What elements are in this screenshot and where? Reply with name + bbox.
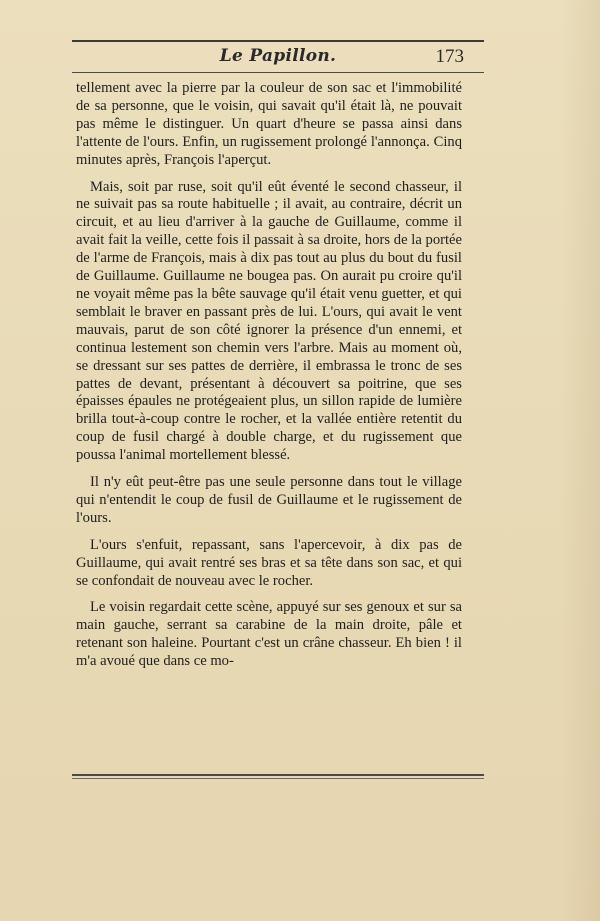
paragraph-5: Le voisin regardait cette scène, appuyé sur ses genoux et sur sa main gauche, serrant sa carabine de la main droite, pâle et retenant son haleine. Pourtant c'est un crâne chasseur. Eh bien ! il m'a avoué que dans ce mo- [76, 599, 462, 670]
paragraph-3: Il n'y eût peut-être pas une seule personne dans tout le village qui n'entendit le coup de fusil de Guillaume et le rugissement de l'ours. [76, 474, 462, 526]
running-title: Le Papillon. [219, 46, 337, 66]
paragraph-2: Mais, soit par ruse, soit qu'il eût éventé le second chasseur, il ne suivait pas sa route habituelle ; il avait, au contraire, décrit un circuit, et au lieu d'arriver à la gauche de Guillaume, comme il avait fait la veille, cette fois il passait à sa droite, hors de la portée de l'arme de François, mais à dix pas tout au plus du bout du fusil de Guillaume. Guillaume ne bougea pas. On aurait pu croire qu'il ne voyait même pas la bête sauvage qu'il était venu guetter, et qui semblait le braver en passant près de lui. L'ours, qui avait le vent mauvais, parut de son côté ignorer la présence d'un ennemi, et continua lestement son chemin vers l'arbre. Mais au moment où, se dressant sur ses pattes de derrière, il embrassa le tronc de ses pattes de devant, présentant à découvert sa poitrine, que ses épaisses épaules ne protégeaient plus, un sillon rapide de lumière brilla tout-à-coup contre le rocher, et la vallée entière retentit du coup de fusil chargé à double charge, et du rugissement que poussa l'animal mortellement blessé. [76, 178, 462, 464]
footer-rule-thin [72, 778, 484, 779]
paragraph-4: L'ours s'enfuit, repassant, sans l'apercevoir, à dix pas de Guillaume, qui avait rentré ses bras et sa tête dans son sac, et qui se confondait de nouveau avec le rocher. [76, 536, 462, 589]
body-text [76, 80, 462, 680]
header-top-rule [72, 40, 484, 42]
header-bottom-rule [72, 72, 484, 73]
paragraph-1: tellement avec la pierre par la couleur de son sac et l'immobilité de sa personne, que le voisin, qui savait qu'il était là, ne pouvait pas même le distinguer. Un quart d'heure se passa ainsi dans l'attente de l'ours. Enfin, un rugissement prolongé l'annonça. Cinq minutes après, François l'aperçut. [76, 80, 462, 168]
page-edge-shadow [560, 0, 600, 921]
footer-rule [72, 774, 484, 776]
page-number: 173 [435, 46, 464, 67]
running-head [72, 46, 484, 70]
